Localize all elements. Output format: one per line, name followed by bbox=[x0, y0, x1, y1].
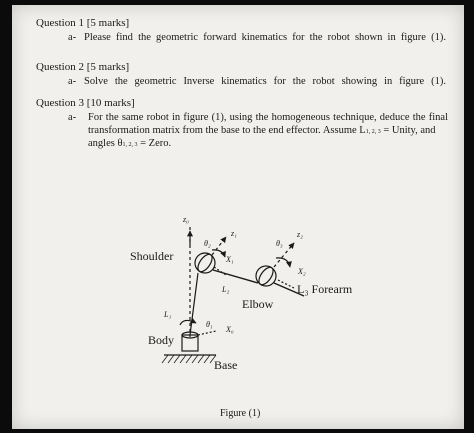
figure-caption: Figure (1) bbox=[220, 408, 261, 419]
label-z0: z₀ bbox=[183, 215, 189, 224]
label-x2: X₂ bbox=[298, 267, 306, 276]
question-2-marker: a- bbox=[68, 76, 77, 87]
x0-axis bbox=[198, 331, 216, 335]
z1-axis bbox=[212, 237, 226, 255]
link-l1 bbox=[190, 273, 198, 335]
question-1-marker: a- bbox=[68, 32, 77, 43]
label-z1: z₁ bbox=[231, 229, 237, 238]
question-3-line-2: transformation matrix from the base to the end effector. Assume L1, 2, 3 = Unity, and bbox=[88, 125, 436, 136]
label-forearm: L₃ Forearm bbox=[297, 282, 353, 296]
question-3-line-1: For the same robot in figure (1), using the homogeneous technique, deduce the final bbox=[88, 112, 448, 123]
robot-diagram bbox=[12, 5, 464, 429]
label-shoulder: Shoulder bbox=[130, 249, 174, 263]
question-1-text: Please find the geometric forward kinematics for the robot shown in figure (1). bbox=[84, 32, 446, 43]
question-3-marker: a- bbox=[68, 112, 77, 123]
ground-hatch bbox=[162, 355, 216, 363]
question-3-title: Question 3 [10 marks] bbox=[36, 97, 135, 109]
label-x0: X₀ bbox=[226, 325, 234, 334]
question-sheet bbox=[12, 5, 464, 429]
label-base: Base bbox=[214, 358, 238, 372]
label-theta2: θ₂ bbox=[204, 239, 211, 248]
label-theta3: θ₃ bbox=[276, 239, 283, 248]
question-1-title: Question 1 [5 marks] bbox=[36, 17, 130, 29]
label-l2: L₂ bbox=[222, 285, 230, 294]
question-2-text: Solve the geometric Inverse kinematics for the robot showing in figure (1). bbox=[84, 76, 446, 87]
label-l1: L₁ bbox=[164, 310, 172, 319]
x2-axis bbox=[278, 280, 294, 288]
label-theta1: θ₁ bbox=[206, 320, 213, 329]
theta1-arc bbox=[180, 320, 196, 325]
label-x1: X₁ bbox=[226, 255, 234, 264]
question-3-line-3: angles θ1, 2, 3 = Zero. bbox=[88, 138, 172, 149]
label-body: Body bbox=[148, 333, 175, 347]
label-elbow: Elbow bbox=[242, 297, 274, 311]
link-l2 bbox=[213, 270, 258, 283]
question-2-title: Question 2 [5 marks] bbox=[36, 61, 130, 73]
label-z2: z₂ bbox=[297, 230, 303, 239]
